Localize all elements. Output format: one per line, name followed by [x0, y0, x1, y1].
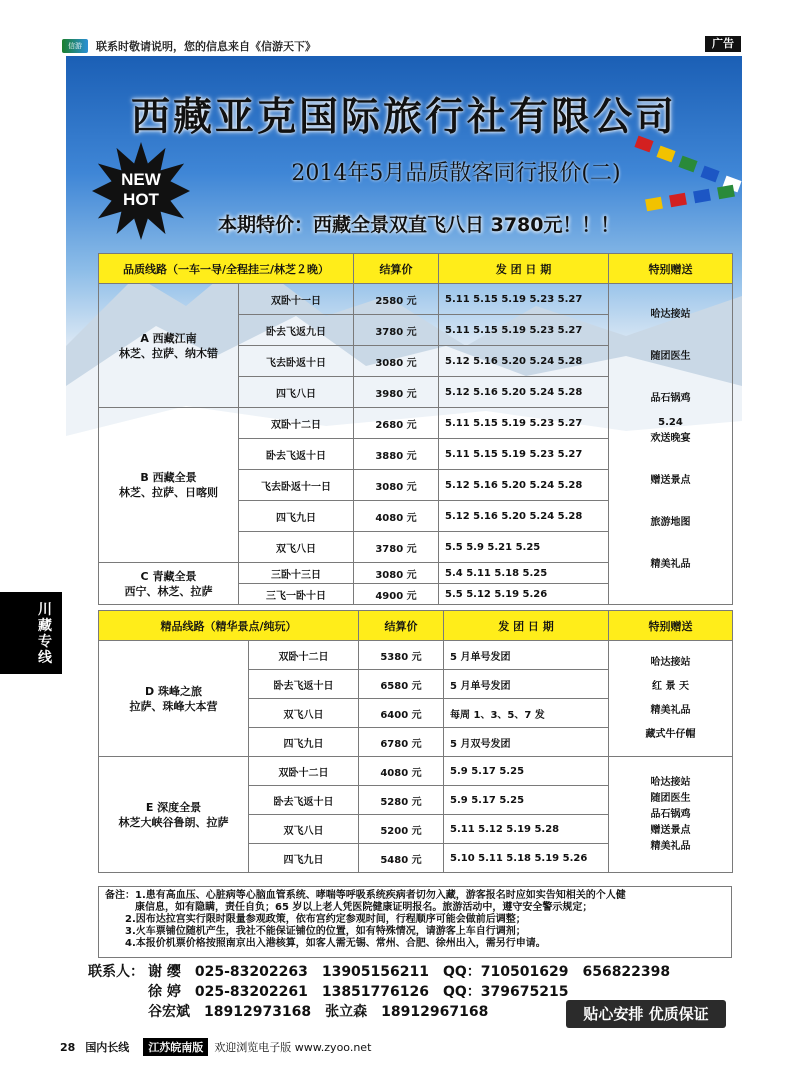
itinerary-name: 双飞八日	[249, 815, 359, 844]
gift-item: 5.24	[658, 417, 683, 428]
edition-badge: 江苏皖南版	[143, 1038, 208, 1056]
itinerary-name: 四飞八日	[239, 377, 354, 408]
route-cell	[99, 563, 239, 605]
price-cell: 3780 元	[354, 532, 439, 563]
table-row	[99, 284, 733, 315]
itinerary-name: 三飞一卧十日	[239, 584, 354, 605]
route-places: 拉萨、珠峰大本营	[129, 699, 218, 713]
contact-indent	[88, 982, 148, 1002]
route-cell	[99, 284, 239, 408]
itinerary-name: 双卧十一日	[239, 284, 354, 315]
slogan-banner: 贴心安排 优质保证	[566, 1000, 726, 1028]
contact-text: 谢 缨 025-83202263 13905156211 QQ：710501629 656822398	[148, 964, 671, 980]
price-cell: 6780 元	[359, 728, 444, 757]
header-price: 结算价	[359, 611, 444, 641]
route-title: A 西藏江南	[140, 331, 197, 345]
price-cell: 5200 元	[359, 815, 444, 844]
dates-cell: 5.9 5.17 5.25	[444, 786, 609, 815]
page-header	[62, 36, 738, 56]
table-row	[99, 641, 733, 670]
route-title: B 西藏全景	[140, 471, 197, 484]
itinerary-name: 三卧十三日	[239, 563, 354, 584]
contacts-label: 联系人：	[88, 964, 144, 980]
itinerary-name: 飞去卧返十一日	[239, 470, 354, 501]
special-offer: 本期特价：西藏全景双直飞八日 3780元！！！	[218, 214, 620, 236]
itinerary-name: 双卧十二日	[239, 408, 354, 439]
gift-item: 红 景 天	[652, 680, 689, 692]
contact-line	[88, 962, 728, 982]
route-places: 西宁、林芝、拉萨	[124, 584, 213, 598]
route-title: E 深度全景	[145, 800, 202, 814]
gift-item: 随团医生	[650, 792, 691, 804]
header-route: 品质线路（一车一导/全程挂三/林芝２晚）	[99, 254, 354, 284]
badge-line-hot: HOT	[123, 190, 159, 209]
footer-section: 国内长线	[85, 1041, 130, 1054]
price-cell: 5380 元	[359, 641, 444, 670]
company-title: 西藏亚克国际旅行社有限公司	[130, 94, 677, 140]
price-cell: 3780 元	[354, 315, 439, 346]
table-header-row	[99, 254, 733, 284]
dates-cell: 5.11 5.15 5.19 5.23 5.27	[439, 408, 609, 439]
gift-cell	[609, 641, 733, 757]
price-cell: 2680 元	[354, 408, 439, 439]
dates-cell: 5.12 5.16 5.20 5.24 5.28	[439, 377, 609, 408]
itinerary-name: 双卧十二日	[249, 641, 359, 670]
page-number: 28	[60, 1040, 76, 1054]
header-route: 精品线路（精华景点/纯玩）	[99, 611, 359, 641]
itinerary-name: 卧去飞返十日	[249, 786, 359, 815]
table-row	[99, 757, 733, 786]
gift-item: 品石锅鸡	[650, 393, 691, 404]
route-cell	[99, 408, 239, 563]
gift-item: 品石锅鸡	[650, 808, 691, 820]
gift-item: 精美礼品	[650, 704, 691, 716]
gift-item: 藏式牛仔帽	[645, 728, 696, 740]
gift-item: 哈达接站	[650, 776, 691, 788]
header-dates: 发 团 日 期	[444, 611, 609, 641]
gift-item: 旅游地图	[650, 517, 691, 528]
page-footer	[60, 1038, 371, 1056]
route-cell	[99, 757, 249, 873]
header-price: 结算价	[354, 254, 439, 284]
price-cell: 3880 元	[354, 439, 439, 470]
dates-cell: 5.12 5.16 5.20 5.24 5.28	[439, 501, 609, 532]
dates-cell: 5.9 5.17 5.25	[444, 757, 609, 786]
gift-cell	[609, 757, 733, 873]
itinerary-name: 卧去飞返十日	[239, 439, 354, 470]
gift-item: 赠送景点	[650, 475, 691, 486]
header-gift: 特别赠送	[609, 254, 733, 284]
gift-item: 赠送景点	[650, 824, 691, 836]
dates-cell: 5.11 5.15 5.19 5.23 5.27	[439, 315, 609, 346]
price-cell: 4900 元	[354, 584, 439, 605]
dates-cell: 5 月单号发团	[444, 641, 609, 670]
dates-cell: 5.5 5.12 5.19 5.26	[439, 584, 609, 605]
header-dates: 发 团 日 期	[439, 254, 609, 284]
dates-cell: 5.10 5.11 5.18 5.19 5.26	[444, 844, 609, 873]
contact-line	[88, 982, 728, 1002]
price-cell: 3080 元	[354, 346, 439, 377]
itinerary-name: 四飞九日	[239, 501, 354, 532]
remark-line: 康信息，如有隐瞒，责任自负；65 岁以上老人凭医院健康证明报名。旅游活动中，遵守安全警示规定；	[105, 902, 593, 913]
dates-cell: 5.11 5.15 5.19 5.23 5.27	[439, 439, 609, 470]
gift-item: 精美礼品	[650, 559, 691, 570]
price-cell: 4080 元	[354, 501, 439, 532]
remark-line: 3.火车票铺位随机产生，我社不能保证铺位的位置，如有特殊情况，请游客上车自行调剂；	[105, 926, 526, 937]
badge-line-new: NEW	[121, 170, 161, 189]
remarks-box	[98, 886, 732, 958]
itinerary-name: 卧去飞返九日	[239, 315, 354, 346]
dates-cell: 5.11 5.15 5.19 5.23 5.27	[439, 284, 609, 315]
price-cell: 2580 元	[354, 284, 439, 315]
dates-cell: 5 月单号发团	[444, 670, 609, 699]
itinerary-name: 四飞九日	[249, 728, 359, 757]
new-hot-badge-text	[92, 170, 190, 210]
gift-item: 欢送晚宴	[650, 433, 691, 444]
gift-item: 精美礼品	[650, 840, 691, 852]
dates-cell: 5.4 5.11 5.18 5.25	[439, 563, 609, 584]
header-gift: 特别赠送	[609, 611, 733, 641]
quality-routes-table	[98, 253, 733, 605]
price-cell: 6400 元	[359, 699, 444, 728]
gift-item: 哈达接站	[650, 309, 691, 320]
section-side-tab	[0, 592, 62, 674]
ad-label: 广告	[705, 36, 741, 52]
gift-item: 随团医生	[650, 351, 691, 362]
itinerary-name: 双卧十二日	[249, 757, 359, 786]
itinerary-name: 卧去飞返十日	[249, 670, 359, 699]
itinerary-name: 四飞九日	[249, 844, 359, 873]
remark-line: 2.因布达拉宫实行限时限量参观政策，依布宫约定参观时间，行程顺序可能会做前后调整；	[105, 914, 526, 925]
remark-line: 备注：1.患有高血压、心脏病等心脑血管系统、哮喘等呼吸系统疾病者切勿入藏，游客报名时应如实告知相关的个人健	[105, 890, 626, 901]
dates-cell: 5 月双号发团	[444, 728, 609, 757]
dates-cell: 5.5 5.9 5.21 5.25	[439, 532, 609, 563]
route-title: D 珠峰之旅	[145, 684, 202, 698]
gift-cell	[609, 284, 733, 605]
dates-cell: 5.12 5.16 5.20 5.24 5.28	[439, 470, 609, 501]
route-cell	[99, 641, 249, 757]
quote-subtitle: 2014年5月品质散客同行报价(二)	[291, 161, 621, 186]
dates-cell: 5.11 5.12 5.19 5.28	[444, 815, 609, 844]
price-cell: 5280 元	[359, 786, 444, 815]
remark-line: 4.本报价机票价格按照南京出入港核算，如客人需无锡、常州、合肥、徐州出入，需另行申请。	[105, 938, 546, 949]
table-header-row	[99, 611, 733, 641]
itinerary-name: 双飞八日	[239, 532, 354, 563]
price-cell: 4080 元	[359, 757, 444, 786]
ad-poster	[66, 56, 742, 1031]
contact-indent	[88, 1002, 148, 1022]
route-title: C 青藏全景	[140, 569, 197, 583]
price-cell: 3080 元	[354, 563, 439, 584]
gift-item: 哈达接站	[650, 656, 691, 668]
itinerary-name: 飞去卧返十日	[239, 346, 354, 377]
website-link[interactable]: 欢迎浏览电子版 www.zyoo.net	[214, 1041, 372, 1054]
dates-cell: 每周 1、3、5、7 发	[444, 699, 609, 728]
price-cell: 5480 元	[359, 844, 444, 873]
dates-cell: 5.12 5.16 5.20 5.24 5.28	[439, 346, 609, 377]
route-places: 林芝、拉萨、纳木错	[119, 346, 218, 360]
contact-text: 谷宏斌 18912973168 张立森 18912967168	[148, 1004, 489, 1020]
price-cell: 3080 元	[354, 470, 439, 501]
price-cell: 3980 元	[354, 377, 439, 408]
premium-routes-table	[98, 610, 733, 873]
price-cell: 6580 元	[359, 670, 444, 699]
side-tab-label: 川藏专线	[38, 602, 52, 666]
itinerary-name: 双飞八日	[249, 699, 359, 728]
route-places: 林芝、拉萨、日喀则	[119, 486, 218, 499]
header-text: 联系时敬请说明，您的信息来自《信游天下》	[96, 40, 316, 53]
route-places: 林芝大峡谷鲁朗、拉萨	[118, 815, 229, 829]
contact-text: 徐 婷 025-83202261 13851776126 QQ：379675215	[148, 984, 569, 1000]
magazine-logo: 信游	[62, 39, 88, 53]
